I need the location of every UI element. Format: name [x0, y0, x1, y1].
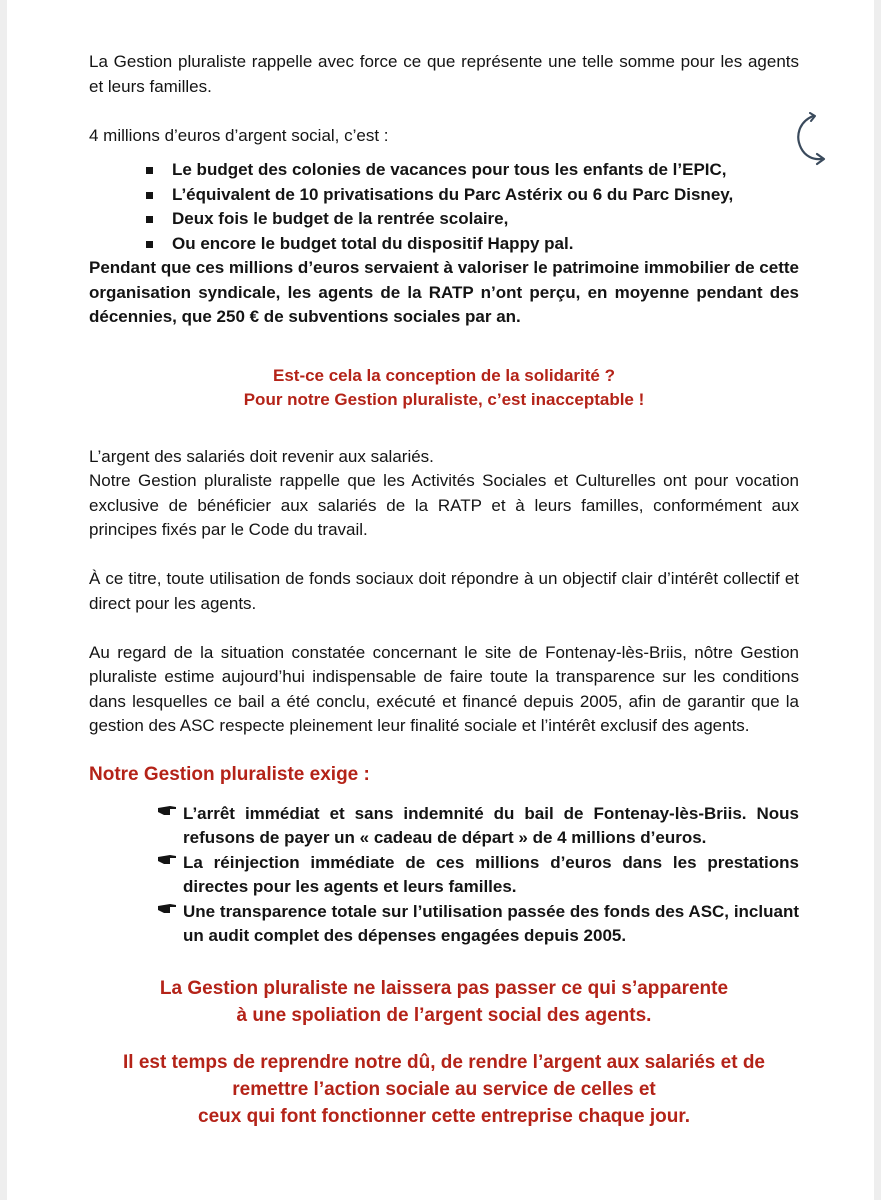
list-item: L’arrêt immédiat et sans indemnité du bail de Fontenay-lès-Briis. Nous refusons de payer un « cadeau de départ » de 4 millions d’euros.	[89, 802, 799, 851]
intro-paragraph: La Gestion pluraliste rappelle avec force ce que représente une telle somme pour les agents et leurs familles.	[89, 52, 799, 96]
page-edge-right	[874, 0, 881, 1200]
conclusion-2-line-1: Il est temps de reprendre notre dû, de rendre l’argent aux salariés et de	[123, 1051, 765, 1073]
list-item: L’équivalent de 10 privatisations du Parc Astérix ou 6 du Parc Disney,	[89, 183, 799, 208]
conclusion-2-line-2: remettre l’action sociale au service de celles et	[232, 1078, 656, 1100]
square-bullet-icon	[146, 192, 153, 199]
square-bullet-icon	[146, 216, 153, 223]
exige-title: Notre Gestion pluraliste exige :	[89, 763, 370, 785]
document-body	[89, 50, 799, 1130]
list-item: Ou encore le budget total du dispositif Happy pal.	[89, 232, 799, 257]
pointing-hand-icon	[157, 901, 177, 915]
conclusion-1-line-1: La Gestion pluraliste ne laissera pas passer ce qui s’apparente	[159, 977, 729, 999]
pointing-hand-icon	[157, 803, 177, 817]
question-line-2: Pour notre Gestion pluraliste, c’est inacceptable !	[243, 390, 645, 409]
salaries-paragraph-1: L’argent des salariés doit revenir aux salariés.	[89, 446, 434, 466]
bold-paragraph: Pendant que ces millions d’euros servaient à valoriser le patrimoine immobilier de cette organisation syndicale, les agents de la RATP n’ont perçu, en moyenne pendant des décennies, que 250 € de subventions sociales par an.	[89, 258, 799, 326]
demands-list	[89, 802, 799, 949]
titre-paragraph: À ce titre, toute utilisation de fonds sociaux doit répondre à un objectif clair d’intérêt collectif et direct pour les agents.	[89, 569, 799, 613]
question-line-1: Est-ce cela la conception de la solidarité ?	[272, 365, 615, 385]
salaries-paragraph-2: Notre Gestion pluraliste rappelle que les Activités Sociales et Culturelles ont pour vocation exclusive de bénéficier aux salariés de la RATP et à leurs familles, conformément aux principes fixés par le Code du travail.	[89, 471, 799, 539]
list-item: Deux fois le budget de la rentrée scolaire,	[89, 207, 799, 232]
page-edge-left	[0, 0, 7, 1200]
list-intro: 4 millions d’euros d’argent social, c’est :	[89, 125, 389, 145]
regard-paragraph: Au regard de la situation constatée concernant le site de Fontenay-lès-Briis, nôtre Gestion pluraliste estime aujourd’hui indispensable de faire toute la transparence sur les conditions dans lesquelles ce bail a été conclu, exécuté et financé depuis 2005, afin de garantir que la gestion des ASC respecte pleinement leur finalité sociale et l’intérêt exclusif des agents.	[89, 642, 799, 735]
pointing-hand-icon	[157, 852, 177, 866]
list-item: Une transparence totale sur l’utilisation passée des fonds des ASC, incluant un audit complet des dépenses engagées depuis 2005.	[89, 900, 799, 949]
budget-list	[89, 158, 799, 256]
conclusion-2-line-3: ceux qui font fonctionner cette entreprise chaque jour.	[198, 1105, 690, 1127]
square-bullet-icon	[146, 241, 153, 248]
list-item: Le budget des colonies de vacances pour tous les enfants de l’EPIC,	[89, 158, 799, 183]
square-bullet-icon	[146, 167, 153, 174]
list-item: La réinjection immédiate de ces millions d’euros dans les prestations directes pour les agents et leurs familles.	[89, 851, 799, 900]
conclusion-1-line-2: à une spoliation de l’argent social des agents.	[236, 1004, 652, 1026]
